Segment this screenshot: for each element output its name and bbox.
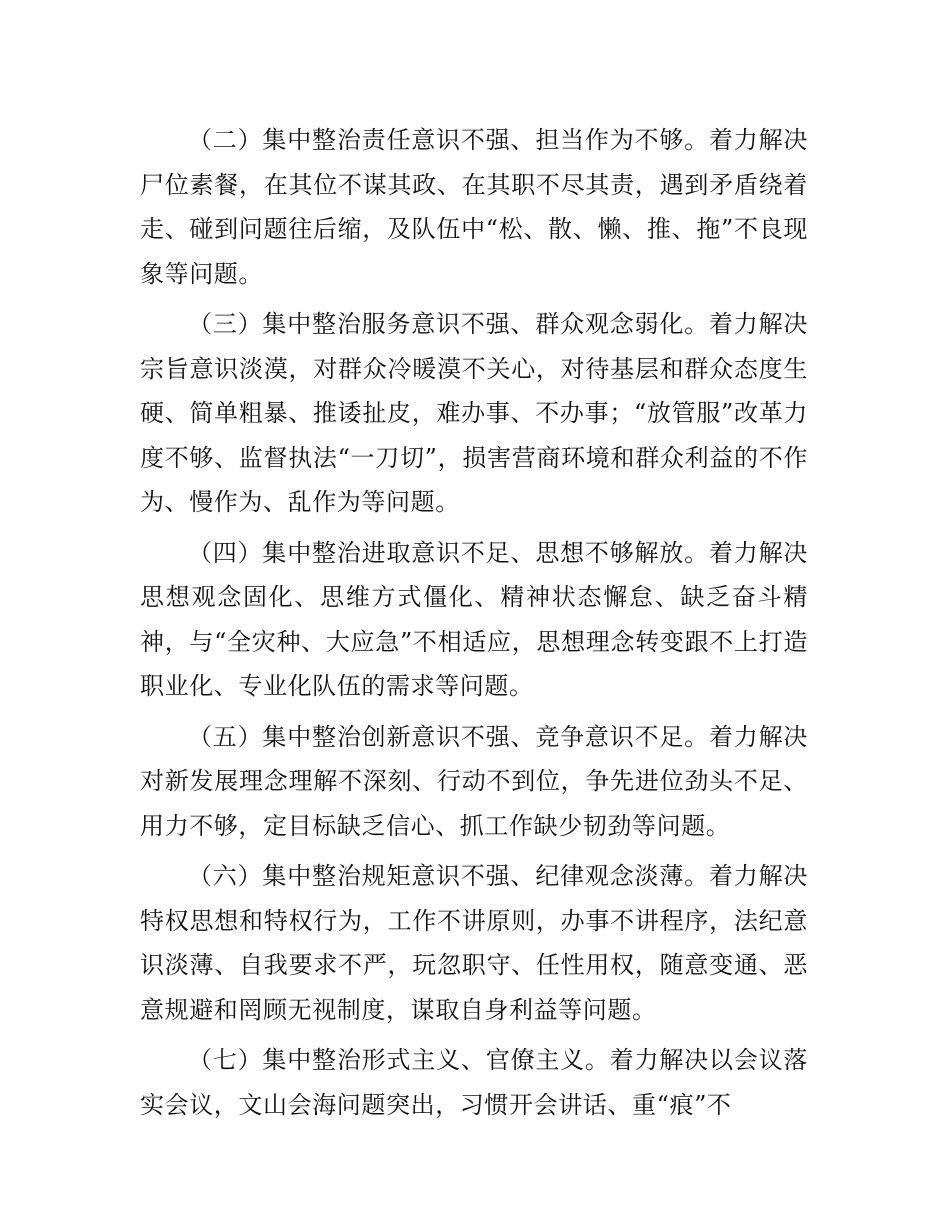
paragraph-2: （二）集中整治责任意识不强、担当作为不够。着力解决尸位素餐，在其位不谋其政、在其职不尽其责，遇到矛盾绕着走、碰到问题往后缩，及队伍中“松、散、懒、推、拖”不良现象等问题。 — [140, 126, 808, 288]
paragraph-7: （七）集中整治形式主义、官僚主义。着力解决以会议落实会议，文山会海问题突出，习惯开会讲话、重“痕”不 — [140, 1046, 808, 1119]
paragraph-3: （三）集中整治服务意识不强、群众观念弱化。着力解决宗旨意识淡漠，对群众冷暖漠不关心，对待基层和群众态度生硬、简单粗暴、推诿扯皮，难办事、不办事；“放管服”改革力度不够、监督执法“一刀切”，损害营商环境和群众利益的不作为、慢作为、乱作为等问题。 — [140, 310, 808, 516]
paragraph-6: （六）集中整治规矩意识不强、纪律观念淡薄。着力解决特权思想和特权行为，工作不讲原则，办事不讲程序，法纪意识淡薄、自我要求不严，玩忽职守、任性用权，随意变通、恶意规避和罔顾无视制度，谋取自身利益等问题。 — [140, 862, 808, 1024]
document-body — [140, 118, 808, 1133]
paragraph-5: （五）集中整治创新意识不强、竞争意识不足。着力解决对新发展理念理解不深刻、行动不到位，争先进位劲头不足、用力不够，定目标缺乏信心、抓工作缺少韧劲等问题。 — [140, 722, 808, 840]
paragraph-4: （四）集中整治进取意识不足、思想不够解放。着力解决思想观念固化、思维方式僵化、精神状态懈怠、缺乏奋斗精神，与“全灾种、大应急”不相适应，思想理念转变跟不上打造职业化、专业化队伍的需求等问题。 — [140, 538, 808, 700]
